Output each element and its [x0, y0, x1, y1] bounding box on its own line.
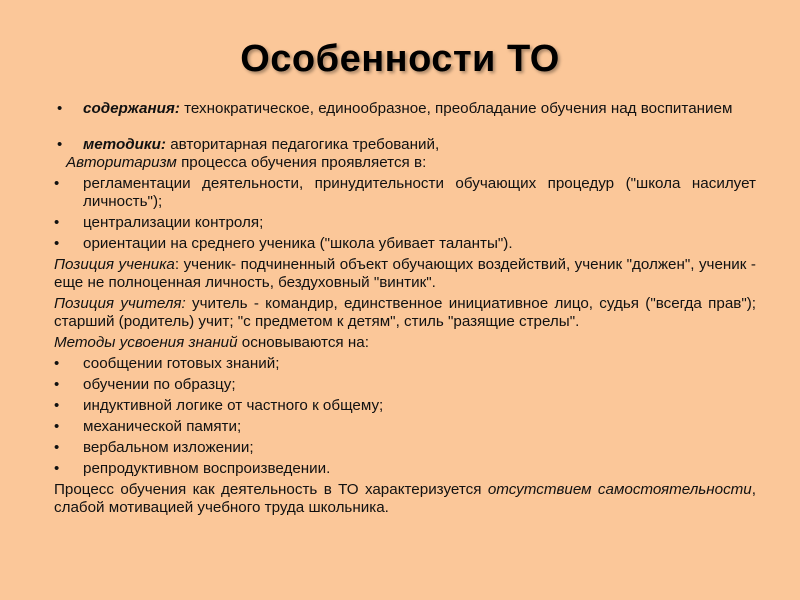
list-item: • сообщении готовых знаний;	[54, 355, 756, 373]
authoritarianism-term: Авторитаризм	[66, 154, 177, 171]
conclusion-text-end: , слабой мотивацией учебного труда школьника.	[54, 481, 756, 516]
slide-content	[54, 100, 756, 517]
methods-term: Методы усвоения знаний	[54, 334, 238, 351]
list-item: • ориентации на среднего ученика ("школа убивает таланты").	[54, 235, 756, 253]
teacher-position-text: учитель - командир, единственное инициативное лицо, судья ("всегда прав"); старший (родитель) учит; "с предметом к детям", стиль "разящие стрелы".	[54, 295, 756, 330]
list-item: • индуктивной логике от частного к общему;	[54, 397, 756, 415]
teacher-position-label: Позиция учителя:	[54, 295, 186, 312]
list-item: • централизации контроля;	[54, 214, 756, 232]
student-position-text: : ученик- подчиненный объект обучающих воздействий, ученик "должен", ученик - еще не полноценная личность, бездуховный "винтик".	[54, 256, 756, 291]
methods-intro	[54, 334, 756, 352]
list-item: • репродуктивном воспроизведении.	[54, 460, 756, 478]
slide-title: Особенности ТО	[240, 38, 560, 80]
bullet-text: авторитарная педагогика требований,	[165, 136, 440, 153]
bullet-method	[54, 136, 756, 154]
list-item: • обучении по образцу;	[54, 376, 756, 394]
authoritarianism-text: процесса обучения проявляется в:	[176, 154, 427, 171]
student-position	[54, 256, 756, 292]
list-item: • вербальном изложении;	[54, 439, 756, 457]
bullet-label: методики:	[83, 136, 166, 153]
bullet-label: содержания:	[83, 100, 180, 117]
conclusion-emphasis: отсутствием самостоятельности	[487, 481, 752, 498]
list-item: • механической памяти;	[54, 418, 756, 436]
bullet-content	[54, 100, 756, 118]
bullet-text: технократическое, единообразное, преобладание обучения над воспитанием	[179, 100, 733, 117]
methods-text: основываются на:	[237, 334, 369, 351]
list-item: • регламентации деятельности, принудительности обучающих процедур ("школа насилует личность");	[54, 175, 756, 211]
authoritarianism-intro	[54, 154, 756, 172]
teacher-position	[54, 295, 756, 331]
conclusion-text: Процесс обучения как деятельность в ТО характеризуется	[54, 481, 488, 498]
conclusion	[54, 481, 756, 517]
student-position-label: Позиция ученика	[54, 256, 175, 273]
